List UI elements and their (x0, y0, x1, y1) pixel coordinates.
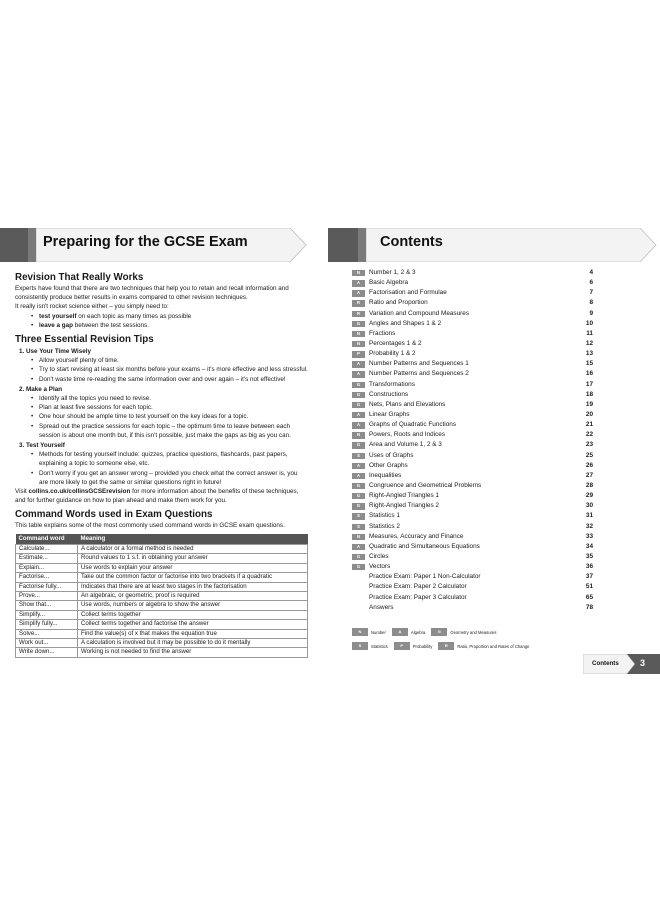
legend-label: Probability (412, 643, 433, 649)
left-page (0, 0, 318, 904)
toc-page-number: 28 (585, 481, 593, 489)
tip-1-bullets (15, 356, 308, 384)
table-row (16, 591, 308, 600)
revision-paragraph-1: Experts have found that there are two techniques that help you to retain and recall information and consistently produce better results in exams compared to other revision techniques. (15, 285, 289, 302)
revision-paragraph-2: It really isn't rocket science either – you simply need to: (15, 303, 169, 311)
topic-tag: G (352, 554, 365, 560)
toc-page-number: 37 (585, 573, 593, 581)
topic-tag: A (352, 412, 365, 418)
visit-paragraph (15, 487, 308, 505)
toc-entry[interactable] (350, 451, 593, 461)
toc-page-number: 11 (586, 329, 593, 337)
command-word-cell: Factorise fully... (16, 582, 78, 591)
toc-page-number: 22 (585, 431, 593, 439)
legend-label: Number (371, 629, 386, 635)
visit-link[interactable]: collins.co.uk/collinsGCSErevision (28, 488, 131, 496)
toc-entry[interactable] (350, 298, 593, 308)
legend-row-2 (352, 642, 612, 650)
table-row (16, 554, 308, 563)
bullet-text: on each topic as many times as possible (76, 312, 192, 320)
table-row (16, 638, 308, 647)
toc-page-number: 6 (589, 279, 593, 287)
command-word-cell: Calculate... (16, 544, 78, 553)
right-page (328, 0, 660, 904)
list-item (31, 321, 308, 330)
toc-title: Number 1, 2 & 3 (369, 269, 416, 276)
legend-tag: S (352, 642, 368, 650)
meaning-cell: Round values to 1 s.f. in obtaining your answer (78, 554, 308, 563)
toc-entry[interactable] (350, 562, 593, 572)
legend-tag: N (352, 628, 368, 636)
toc-page-number: 32 (585, 522, 593, 530)
bullet-bold-text: leave a gap (39, 321, 73, 329)
legend-item (352, 642, 388, 650)
list-item: • Methods for testing yourself include: quizzes, practice questions, flashcards, past papers, explaining a topic to someone else, etc. (31, 450, 308, 468)
topic-tag: N (352, 341, 365, 347)
toc-entry[interactable] (350, 400, 593, 410)
toc-title: Linear Graphs (369, 410, 410, 418)
topic-tag: G (352, 493, 365, 499)
toc-title: Vectors (369, 563, 391, 571)
toc-page-number: 31 (585, 512, 593, 520)
toc-title: Answers (369, 603, 394, 611)
toc-title: Uses of Graphs (369, 451, 414, 459)
meaning-cell: Find the value(s) of x that makes the equation true (78, 629, 308, 638)
tip-2-bullets (15, 394, 308, 440)
meaning-cell: Working is not needed to find the answer (78, 648, 308, 657)
toc-page-number: 13 (585, 350, 593, 358)
toc-title: Other Graphs (369, 461, 408, 469)
topic-tag: R (352, 300, 365, 306)
topic-tag: G (352, 483, 365, 489)
legend-label: Statistics (371, 643, 388, 649)
topic-tag: S (352, 524, 365, 530)
toc-title: Statistics 1 (369, 512, 400, 520)
toc-title: Right-Angled Triangles 2 (369, 502, 439, 510)
list-item: • Try to start revising at least six months before your exams – it's more effective and less stressful. (31, 365, 308, 374)
toc-title: Factorisation and Formulae (369, 289, 447, 297)
topic-tag: G (352, 503, 365, 509)
toc-title: Congruence and Geometrical Problems (369, 481, 482, 489)
bullet-bold-text: test yourself (39, 312, 77, 320)
toc-page-number: 36 (585, 563, 593, 571)
topic-tag: A (352, 371, 365, 377)
topic-tag: R (352, 311, 365, 317)
toc-entry[interactable] (350, 288, 593, 298)
toc-page-number: 10 (585, 319, 593, 327)
topic-tag: G (352, 321, 365, 327)
column-header-command: Command word (16, 534, 78, 545)
toc-title: Quadratic and Simultaneous Equations (369, 542, 480, 550)
toc-title: Powers, Roots and Indices (369, 431, 446, 439)
toc-entry[interactable] (350, 522, 593, 532)
tip-1-title: 1. Use Your Time Wisely (19, 348, 92, 356)
list-item: • Spread out the practice sessions for each topic – the optimum time to leave between each session is about one month but, if this isn't possible, just make the gaps as big as you can. (31, 422, 308, 440)
toc-entry[interactable] (350, 380, 593, 390)
toc-page-number: 65 (585, 593, 593, 601)
left-banner (0, 228, 318, 262)
toc-title: Variation and Compound Measures (369, 309, 470, 317)
toc-title: Number Patterns and Sequences 1 (369, 360, 469, 368)
command-word-cell: Explain... (16, 563, 78, 572)
command-heading: Command Words used in Exam Questions (15, 509, 213, 521)
topic-tag: G (352, 402, 365, 408)
command-table-body (16, 544, 308, 657)
toc-entry[interactable] (350, 268, 593, 278)
topic-tag: A (352, 463, 365, 469)
toc-entry[interactable] (350, 420, 593, 430)
toc-entry[interactable] (350, 319, 593, 329)
toc-page-number: 20 (585, 410, 593, 418)
command-words-table (15, 534, 308, 658)
meaning-cell: Collect terms together (78, 610, 308, 619)
table-header-row (16, 534, 308, 545)
command-word-cell: Show that... (16, 601, 78, 610)
toc-page-number: 16 (585, 370, 593, 378)
command-word-cell: Solve... (16, 629, 78, 638)
toc-page-number: 4 (589, 269, 593, 276)
toc-title: Transformations (369, 380, 415, 388)
command-word-cell: Write down... (16, 648, 78, 657)
bullet-text: between the test sessions. (72, 321, 149, 329)
legend-row-1 (352, 628, 612, 636)
legend-item (392, 628, 425, 636)
topic-tag: S (352, 513, 365, 519)
toc-entry[interactable] (350, 339, 593, 349)
toc-page-number: 23 (585, 441, 593, 449)
visit-suffix: for more information about the benefits of these techniques, and for further guidance on how to plan ahead and make them work for you. (15, 488, 299, 505)
revision-heading: Revision That Really Works (15, 272, 144, 283)
legend-item (431, 628, 496, 636)
toc-page-number: 78 (585, 603, 593, 611)
legend-tag: R (438, 642, 454, 650)
toc-entry[interactable] (350, 582, 593, 592)
toc-title: Statistics 2 (369, 522, 400, 530)
toc-title: Angles and Shapes 1 & 2 (369, 319, 442, 327)
toc-entry[interactable] (350, 542, 593, 552)
toc-page-number: 9 (589, 309, 593, 317)
legend-label: Ratio, Proportion and Rates of Change (457, 643, 530, 649)
visit-prefix: Visit (15, 488, 29, 496)
toc-page-number: 34 (585, 542, 593, 550)
list-item: • Don't waste time re-reading the same information over and over again – it's not effective! (31, 375, 308, 384)
right-banner (328, 228, 660, 262)
topic-tag: G (352, 442, 365, 448)
tip-2-title: 2. Make a Plan (19, 385, 63, 393)
toc-title: Circles (369, 552, 389, 560)
toc-entry[interactable] (350, 481, 593, 491)
legend-label: Geometry and Measures (450, 629, 497, 635)
toc-title: Graphs of Quadratic Functions (369, 421, 457, 429)
toc-title: Nets, Plans and Elevations (369, 400, 446, 408)
legend-tag: G (431, 628, 447, 636)
toc-title: Right-Angled Triangles 1 (369, 492, 439, 500)
toc-page-number: 19 (585, 400, 593, 408)
meaning-cell: Take out the common factor or factorise into two brackets if a quadratic (78, 573, 308, 582)
toc-entry[interactable] (350, 593, 593, 603)
table-row (16, 563, 308, 572)
toc-title: Practice Exam: Paper 1 Non-Calculator (369, 573, 481, 581)
toc-title: Probability 1 & 2 (369, 350, 416, 358)
toc-page-number: 21 (585, 421, 593, 429)
topic-tag: N (352, 432, 365, 438)
legend-label: Algebra (410, 629, 426, 635)
legend-item (394, 642, 433, 650)
toc-entry[interactable] (350, 410, 593, 420)
toc-title: Percentages 1 & 2 (369, 339, 422, 347)
toc-page-number: 12 (585, 339, 593, 347)
toc-entry[interactable] (350, 329, 593, 339)
meaning-cell: Collect terms together and factorise the answer (78, 620, 308, 629)
toc-entry[interactable] (350, 440, 593, 450)
topic-tag: G (352, 564, 365, 570)
table-row (16, 648, 308, 657)
toc-entry[interactable] (350, 603, 593, 613)
list-item: • Plan at least five sessions for each topic. (31, 403, 308, 412)
toc-entry[interactable] (350, 501, 593, 511)
meaning-cell: A calculator or a formal method is needed (78, 544, 308, 553)
page-number: 3 (640, 658, 646, 668)
toc-page-number: 33 (585, 532, 593, 540)
topic-tag: N (352, 534, 365, 540)
command-word-cell: Simplify fully... (16, 620, 78, 629)
table-row (16, 629, 308, 638)
topic-tag: A (352, 544, 365, 550)
toc-page-number: 35 (585, 552, 593, 560)
toc-entry[interactable] (350, 471, 593, 481)
toc-title: Ratio and Proportion (369, 299, 428, 307)
command-word-cell: Factorise... (16, 573, 78, 582)
list-item: • Don't worry if you get an answer wrong – provided you check what the correct answer is, you are more likely to get the same or similar questions right in future! (31, 469, 308, 487)
toc-entry[interactable] (350, 349, 593, 359)
meaning-cell: Use words, numbers or algebra to show the answer (78, 601, 308, 610)
legend-tag: P (394, 642, 410, 650)
meaning-cell: A calculation is involved but it may be possible to do it mentally (78, 638, 308, 647)
toc-page-number: 15 (585, 360, 593, 368)
column-header-meaning: Meaning (78, 534, 308, 545)
toc-title: Practice Exam: Paper 2 Calculator (369, 583, 467, 591)
topic-tag: A (352, 422, 365, 428)
toc-page-number: 7 (589, 289, 593, 297)
right-banner-shape (328, 228, 660, 262)
topic-tag: A (352, 361, 365, 367)
toc-entry[interactable] (350, 461, 593, 471)
toc-entry[interactable] (350, 511, 593, 521)
toc-title: Fractions (369, 329, 396, 337)
toc-entry[interactable] (350, 278, 593, 288)
toc-page-number: 18 (585, 390, 593, 398)
command-word-cell: Estimate... (16, 554, 78, 563)
toc-entry[interactable] (350, 390, 593, 400)
toc-title: Measures, Accuracy and Finance (369, 532, 464, 540)
toc-page-number: 30 (585, 502, 593, 510)
toc-page-number: 8 (589, 299, 593, 307)
command-intro: This table explains some of the most commonly used command words in GCSE exam questions. (15, 522, 285, 530)
toc-entry[interactable] (350, 532, 593, 542)
toc-entry[interactable] (350, 430, 593, 440)
toc-title: Inequalities (369, 471, 402, 479)
meaning-cell: An algebraic, or geometric, proof is required (78, 591, 308, 600)
table-row (16, 573, 308, 582)
toc-page-number: 26 (585, 461, 593, 469)
legend-item (438, 642, 529, 650)
right-page-title: Contents (380, 234, 443, 250)
topic-tag: A (352, 473, 365, 479)
legend-item (352, 628, 386, 636)
toc-entry[interactable] (350, 369, 593, 379)
topic-tag: A (352, 280, 365, 286)
table-row (16, 601, 308, 610)
list-item: • Identify all the topics you need to revise. (31, 394, 308, 403)
toc-entry[interactable] (350, 359, 593, 369)
command-word-cell: Simplify... (16, 610, 78, 619)
toc-entry[interactable] (350, 572, 593, 582)
topic-tag: A (352, 290, 365, 296)
tip-3-title: 3. Test Yourself (19, 442, 65, 450)
toc-title: Number Patterns and Sequences 2 (369, 370, 469, 378)
left-page-title: Preparing for the GCSE Exam (43, 234, 248, 250)
toc-title: Constructions (369, 390, 409, 398)
toc-page-number: 29 (585, 492, 593, 500)
toc-page-number: 17 (585, 380, 593, 388)
revision-bullets (15, 312, 308, 330)
table-row (16, 582, 308, 591)
topic-tag: G (352, 392, 365, 398)
footer-label: Contents (592, 660, 619, 667)
toc-title: Practice Exam: Paper 3 Calculator (369, 593, 467, 601)
meaning-cell: Indicates that there are at least two stages in the factorisation (78, 582, 308, 591)
topic-tag: S (352, 453, 365, 459)
left-content (15, 268, 308, 658)
table-row (16, 544, 308, 553)
command-word-cell: Prove... (16, 591, 78, 600)
toc-page-number: 27 (585, 471, 593, 479)
toc-title: Basic Algebra (369, 279, 409, 287)
toc-entry[interactable] (350, 309, 593, 319)
topic-tag: N (352, 331, 365, 337)
list-item (31, 312, 308, 321)
list-item: • One hour should be ample time to test yourself on the key ideas for a topic. (31, 412, 308, 421)
tips-heading: Three Essential Revision Tips (15, 334, 154, 346)
list-item: • Allow yourself plenty of time. (31, 356, 308, 365)
toc-page-number: 25 (585, 451, 593, 459)
toc-title: Area and Volume 1, 2 & 3 (369, 441, 442, 449)
toc-entry[interactable] (350, 552, 593, 562)
toc-entry[interactable] (350, 491, 593, 501)
tip-3-bullets (15, 450, 308, 487)
table-of-contents (350, 268, 593, 613)
legend-tag: A (392, 628, 408, 636)
meaning-cell: Use words to explain your answer (78, 563, 308, 572)
table-row (16, 620, 308, 629)
table-row (16, 610, 308, 619)
command-word-cell: Work out... (16, 638, 78, 647)
toc-page-number: 51 (585, 583, 593, 591)
topic-tag: G (352, 382, 365, 388)
topic-tag: P (352, 351, 365, 357)
topic-tag: N (352, 270, 365, 276)
